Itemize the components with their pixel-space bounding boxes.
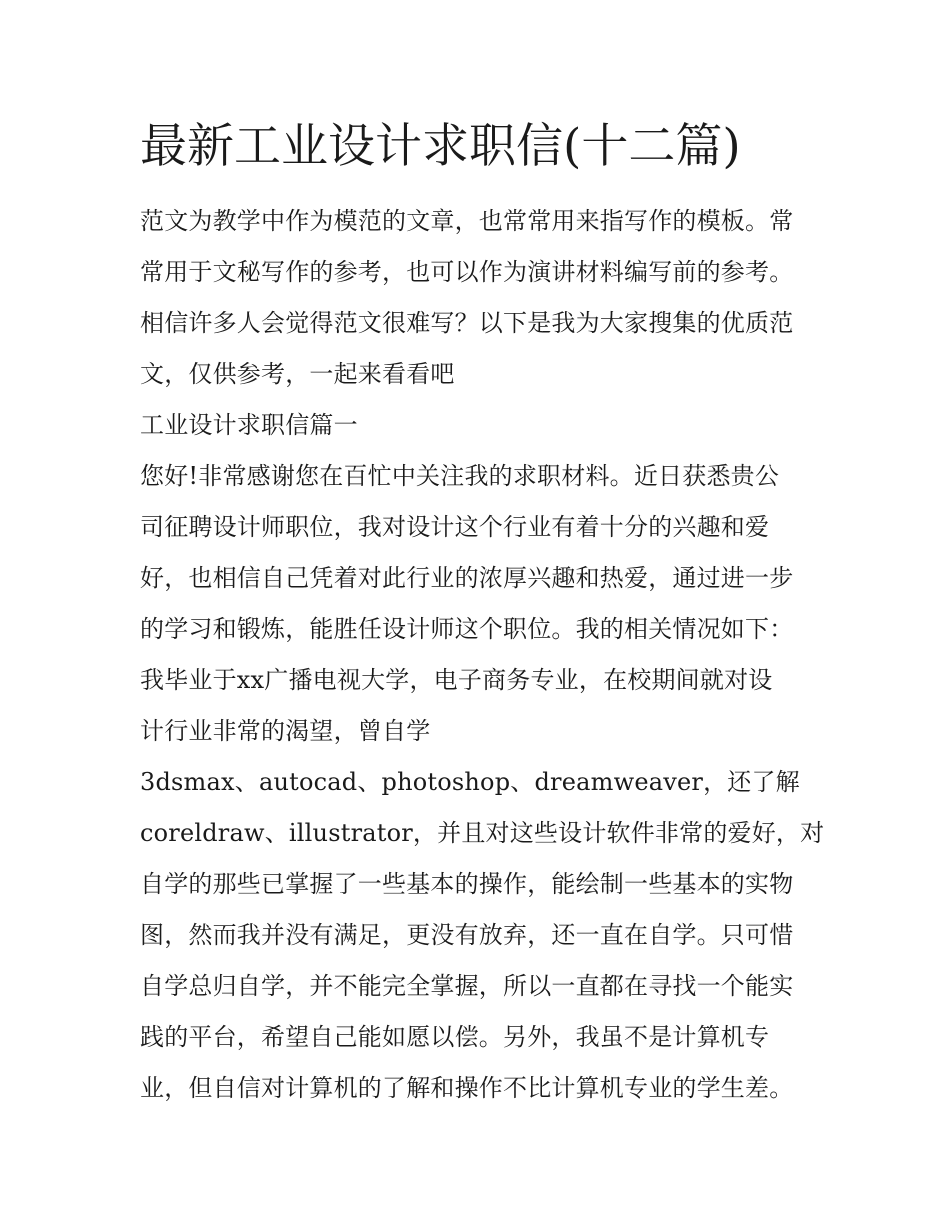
- body-line: 好，也相信自己凭着对此行业的浓厚兴趣和热爱，通过进一步: [140, 564, 794, 592]
- body-line: 范文为教学中作为模范的文章，也常常用来指写作的模板。常: [140, 207, 794, 235]
- body-line: 自学的那些已掌握了一些基本的操作，能绘制一些基本的实物: [140, 870, 794, 898]
- body-line: 3dsmax、autocad、photoshop、dreamweaver，还了解: [140, 768, 800, 796]
- body-line: 践的平台，希望自己能如愿以偿。另外，我虽不是计算机专: [140, 1023, 770, 1051]
- body-line: coreldraw、illustrator，并且对这些设计软件非常的爱好，对: [140, 819, 825, 847]
- section-heading: 工业设计求职信篇一: [140, 411, 358, 439]
- document-title: 最新工业设计求职信(十二篇): [140, 119, 741, 174]
- body-line: 图，然而我并没有满足，更没有放弃，还一直在自学。只可惜: [140, 921, 794, 949]
- body-line: 司征聘设计师职位，我对设计这个行业有着十分的兴趣和爱: [140, 513, 770, 541]
- body-line: 您好!非常感谢您在百忙中关注我的求职材料。近日获悉贵公: [140, 462, 780, 490]
- body-line: 文，仅供参考，一起来看看吧: [140, 360, 455, 388]
- body-line: 业，但自信对计算机的了解和操作不比计算机专业的学生差。: [140, 1074, 794, 1102]
- body-line: 常用于文秘写作的参考，也可以作为演讲材料编写前的参考。: [140, 258, 794, 286]
- body-line: 计行业非常的渴望，曾自学: [140, 717, 431, 745]
- body-line: 相信许多人会觉得范文很难写？以下是我为大家搜集的优质范: [140, 309, 794, 337]
- body-line: 的学习和锻炼，能胜任设计师这个职位。我的相关情况如下：: [140, 615, 794, 643]
- body-line: 自学总归自学，并不能完全掌握，所以一直都在寻找一个能实: [140, 972, 794, 1000]
- body-line: 我毕业于xx广播电视大学，电子商务专业，在校期间就对设: [140, 666, 773, 694]
- document-body: [140, 196, 830, 1114]
